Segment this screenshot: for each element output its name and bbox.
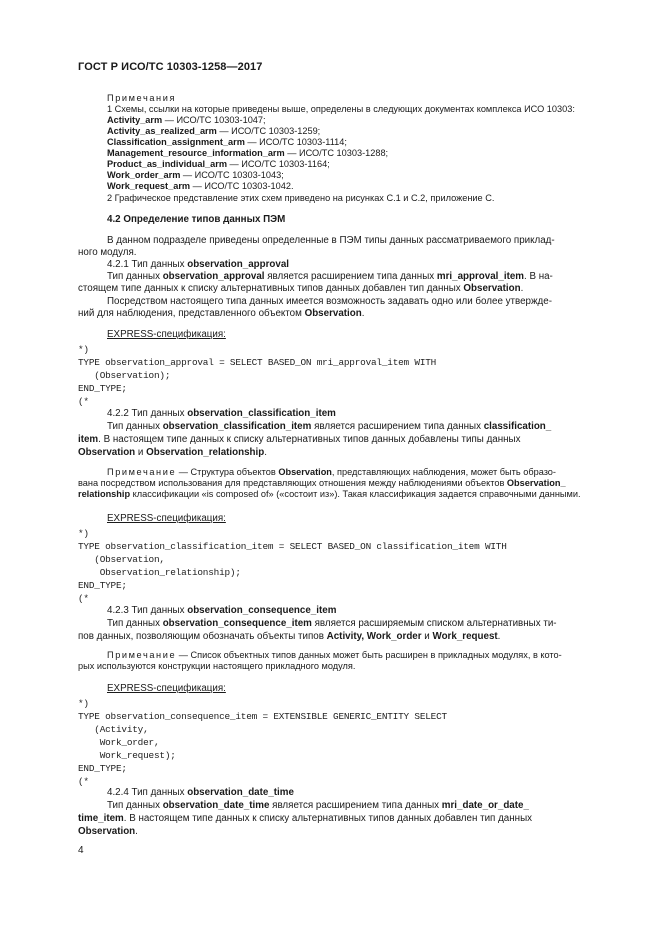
- code-line: (Activity,: [78, 724, 149, 735]
- s423-p1-line2: пов данных, позволяющим обозначать объекты типов Activity, Work_order и Work_request.: [78, 631, 501, 642]
- s423-note-line2: рых используются конструкции настоящего прикладного модуля.: [78, 661, 356, 671]
- section-title: 4.2 Определение типов данных ПЭМ: [107, 214, 286, 225]
- heading-4-2-3: 4.2.3 Тип данных observation_consequence_item: [107, 605, 337, 616]
- heading-4-2-1: 4.2.1 Тип данных observation_approval: [107, 259, 290, 270]
- s422-note-line2: вана посредством использования для представляющих отношения между наблюдениями объектов Observation_: [78, 478, 566, 488]
- code-line: *): [78, 344, 89, 355]
- code-line: TYPE observation_approval = SELECT BASED_ON mri_approval_item WITH: [78, 357, 437, 368]
- s421-p1-line2: стоящем типе данных к списку альтернативных типов данных добавлен тип данных Observation.: [78, 283, 524, 294]
- note-item: Management_resource_information_arm — ИСО/ТС 10303-1288;: [107, 148, 389, 158]
- s423-note-line1: Примечание — Список объектных типов данных может быть расширен в прикладных модулях, в кото-: [107, 650, 562, 660]
- note-item: Classification_assignment_arm — ИСО/ТС 10303-1114;: [107, 137, 347, 147]
- note-item: Product_as_individual_arm — ИСО/ТС 10303-1164;: [107, 159, 330, 169]
- code-line: (*: [78, 593, 89, 604]
- code-line: (Observation);: [78, 370, 171, 381]
- code-line: Work_order,: [78, 737, 160, 748]
- express-spec-label: EXPRESS-спецификация:: [107, 329, 226, 340]
- s423-p1-line1: Тип данных observation_consequence_item является расширяемым списком альтернативных ти-: [107, 618, 557, 629]
- s424-p1-line1: Тип данных observation_date_time является расширением типа данных mri_date_or_date_: [107, 800, 529, 811]
- code-line: Work_request);: [78, 750, 176, 761]
- s422-note-line1: Примечание — Структура объектов Observation, представляющих наблюдения, может быть образо-: [107, 467, 556, 477]
- s421-p2-line2: ний для наблюдения, представленного объектом Observation.: [78, 308, 365, 319]
- note-item: Activity_as_realized_arm — ИСО/ТС 10303-1259;: [107, 126, 321, 136]
- notes-intro: 1 Схемы, ссылки на которые приведены выше, определены в следующих документах комплекса ИСО 10303:: [107, 104, 575, 114]
- notes-title: Примечания: [107, 93, 177, 103]
- code-line: (*: [78, 776, 89, 787]
- express-spec-label: EXPRESS-спецификация:: [107, 683, 226, 694]
- s421-p2-line1: Посредством настоящего типа данных имеется возможность задавать одно или более утвержде-: [107, 296, 552, 307]
- section-intro-line2: ного модуля.: [78, 247, 137, 258]
- s422-p1-line1: Тип данных observation_classification_item является расширением типа данных classification_: [107, 421, 552, 432]
- code-line: END_TYPE;: [78, 580, 127, 591]
- s422-note-line3: relationship классификации «is composed of» («состоит из»). Такая классификация задается справочными данными.: [78, 489, 581, 499]
- note-item: Work_request_arm — ИСО/ТС 10303-1042.: [107, 181, 294, 191]
- code-line: END_TYPE;: [78, 763, 127, 774]
- s424-p1-line3: Observation.: [78, 826, 138, 837]
- code-line: TYPE observation_consequence_item = EXTENSIBLE GENERIC_ENTITY SELECT: [78, 711, 447, 722]
- document-header: ГОСТ Р ИСО/ТС 10303-1258—2017: [78, 61, 263, 73]
- heading-4-2-2: 4.2.2 Тип данных observation_classification_item: [107, 408, 336, 419]
- note-item: Work_order_arm — ИСО/ТС 10303-1043;: [107, 170, 284, 180]
- heading-4-2-4: 4.2.4 Тип данных observation_date_time: [107, 787, 294, 798]
- express-spec-label: EXPRESS-спецификация:: [107, 513, 226, 524]
- code-line: (Observation,: [78, 554, 165, 565]
- s421-p1-line1: Тип данных observation_approval является расширением типа данных mri_approval_item. В на-: [107, 271, 553, 282]
- section-intro-line1: В данном подразделе приведены определенные в ПЭМ типы данных рассматриваемого приклад-: [107, 235, 555, 246]
- code-line: (*: [78, 396, 89, 407]
- code-line: END_TYPE;: [78, 383, 127, 394]
- s424-p1-line2: time_item. В настоящем типе данных к списку альтернативных типов данных добавлен тип данных: [78, 813, 533, 824]
- code-line: *): [78, 528, 89, 539]
- code-line: *): [78, 698, 89, 709]
- page-number: 4: [78, 845, 84, 856]
- s422-p1-line3: Observation и Observation_relationship.: [78, 447, 267, 458]
- code-line: Observation_relationship);: [78, 567, 241, 578]
- note-2: 2 Графическое представление этих схем приведено на рисунках С.1 и С.2, приложение С.: [107, 193, 495, 203]
- s422-p1-line2: item. В настоящем типе данных к списку альтернативных типов данных добавлены типы данных: [78, 434, 521, 445]
- note-item: Activity_arm — ИСО/ТС 10303-1047;: [107, 115, 266, 125]
- code-line: TYPE observation_classification_item = SELECT BASED_ON classification_item WITH: [78, 541, 507, 552]
